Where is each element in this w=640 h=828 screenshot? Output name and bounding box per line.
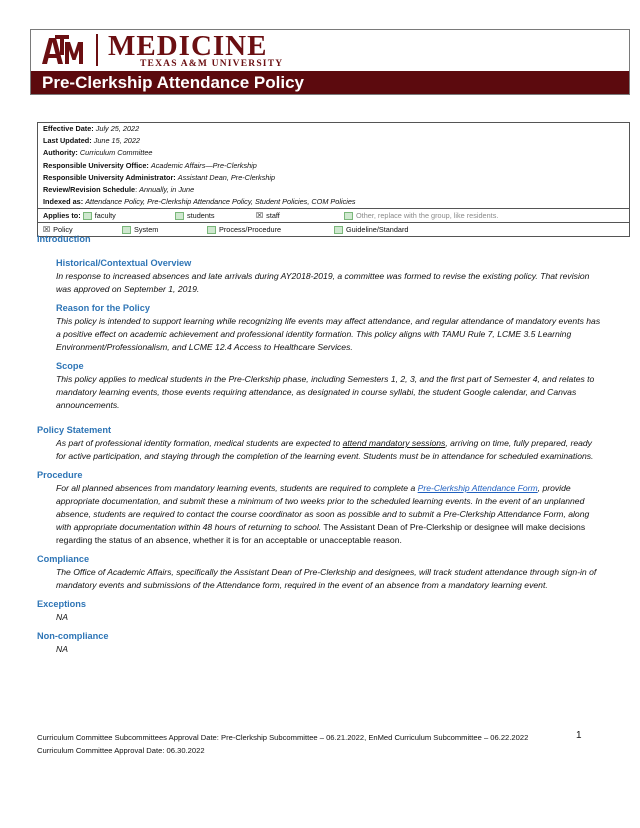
authority-value: Curriculum Committee [79,148,153,158]
effective-date-label: Effective Date: [43,124,94,133]
policy-statement-part1: As part of professional identity formation, medical students are expected to [56,438,343,448]
faculty-checkbox[interactable] [83,212,92,220]
attend-mandatory-sessions: attend mandatory sessions [342,438,446,448]
students-checkbox[interactable] [175,212,184,220]
administrator-label: Responsible University Administrator: [43,172,176,182]
administrator-row [38,172,629,184]
effective-date-value: July 25, 2022 [95,124,140,133]
applies-to-label: Applies to: [43,211,81,221]
policy-metadata-table [37,122,630,237]
procedure-part3: The Assistant Dean of Pre-Clerkship or designee will make decisions regarding the status of an absence, whether it is for an acceptable or unacceptable reason. [56,522,586,545]
last-updated-value: June 15, 2022 [93,136,140,146]
noncompliance-heading: Non-compliance [37,631,109,641]
staff-label: staff [266,211,280,221]
applies-students-cell [175,210,256,221]
noncompliance-text: NA [56,644,68,654]
office-label: Responsible University Office: [43,160,149,170]
applies-faculty-cell [43,210,175,221]
footer [37,732,597,757]
page-title: Pre-Clerkship Attendance Policy [30,71,630,95]
attendance-form-link[interactable]: Pre-Clerkship Attendance Form [417,483,538,493]
compliance-text: The Office of Academic Affairs, specifically the Assistant Dean of Pre-Clerkship and designees, will track student attendance through sign-in of mandatory events and submissions of the Attendance form, required in the event of an absence from a mandatory learning event. [56,567,597,590]
authority-label: Authority: [43,148,78,158]
header-frame [30,29,630,95]
system-label: System [134,225,159,235]
logo-subtitle: TEXAS A&M UNIVERSITY [140,59,284,69]
other-label: Other, replace with the group, like residents. [356,211,499,221]
logo-title: MEDICINE [108,30,268,62]
procedure-heading: Procedure [37,470,83,480]
page-number: 1 [576,730,582,741]
historical-heading: Historical/Contextual Overview [56,258,192,268]
guideline-label: Guideline/Standard [346,225,409,235]
footer-committee-approval: Curriculum Committee Approval Date: 06.30.2022 [37,745,205,755]
last-updated-label: Last Updated: [43,136,92,146]
students-label: students [187,211,215,221]
review-schedule-label: Review/Revision Schedule [43,185,136,195]
indexed-as-value: Attendance Policy, Pre-Clerkship Attendance Policy, Student Policies, COM Policies [85,197,356,207]
exceptions-heading: Exceptions [37,599,87,609]
policy-body [37,233,602,656]
applies-to-row [38,208,629,222]
faculty-label: faculty [94,211,116,221]
administrator-value: Assistant Dean, Pre-Clerkship [177,172,276,182]
process-label: Process/Procedure [219,225,282,235]
procedure-part2: , provide appropriate documentation, and submit these a minimum of two weeks prior to the scheduled learning events. In the event of an unplanned absence, students are required to contact the course coordinator as soon as possible and to submit a Pre-Clerkship Attendance Form, along with appropriate documentation within 48 hours of returning to school. [56,483,590,532]
policy-statement-heading: Policy Statement [37,425,112,435]
indexed-as-row [38,196,629,208]
policy-statement-part2: , arriving on time, fully prepared, ready for active participation, and staying through the completion of the learning event. Students must be in attendance for scheduled examinations. [56,438,594,461]
applies-other-cell [344,210,498,221]
review-schedule-value: Annually, in June [139,185,195,195]
applies-staff-cell [256,210,344,221]
procedure-text [56,482,602,547]
other-checkbox[interactable] [344,212,353,220]
effective-date-row [38,123,629,135]
compliance-heading: Compliance [37,554,90,564]
policy-label: Policy [53,225,73,235]
reason-text: This policy is intended to support learning while recognizing life events may affect attendance, and regular attendance of mandatory events has a positive effect on academic achievement and professional identity formation. This policy aligns with TAMU Rule 7, LCME 3.5 Learning Environment/Professionalism, and LCME 12.4 Access to Healthcare Services. [56,316,601,352]
historical-text: In response to increased absences and late arrivals during AY2018-2019, a committee was formed to revise the existing policy. That revision was approved on September 1, 2019. [56,271,590,294]
indexed-as-label: Indexed as: [43,197,84,207]
exceptions-text: NA [56,612,68,622]
footer-subcommittee-approval: Curriculum Committee Subcommittees Approval Date: Pre-Clerkship Subcommittee – 06.21.2022, EnMed Curriculum Subcommittee – 06.22.2022 [37,733,529,742]
policy-checkbox[interactable]: ☒ [43,225,51,235]
office-row [38,160,629,172]
scope-heading: Scope [56,361,84,371]
procedure-part1: For all planned absences from mandatory learning events, students are required to complete a [56,483,418,493]
authority-row [38,147,629,159]
review-schedule-row: Review/Revision Schedule: Annually, in June [43,185,195,195]
reason-heading: Reason for the Policy [56,303,150,313]
office-value: Academic Affairs—Pre-Clerkship [150,160,257,170]
staff-checkbox[interactable]: ☒ [256,211,264,221]
introduction-heading: Introduction [37,234,91,244]
last-updated-row [38,135,629,147]
policy-statement-text [56,437,602,463]
scope-text: This policy applies to medical students in the Pre-Clerkship phase, including Semesters 1, 2, 3, and the first part of Semester 4, and relates to mandatory learning events, those events requiring attendance, as designated in course syllabi, the student Google calendar, and Canvas announcements. [56,374,595,410]
